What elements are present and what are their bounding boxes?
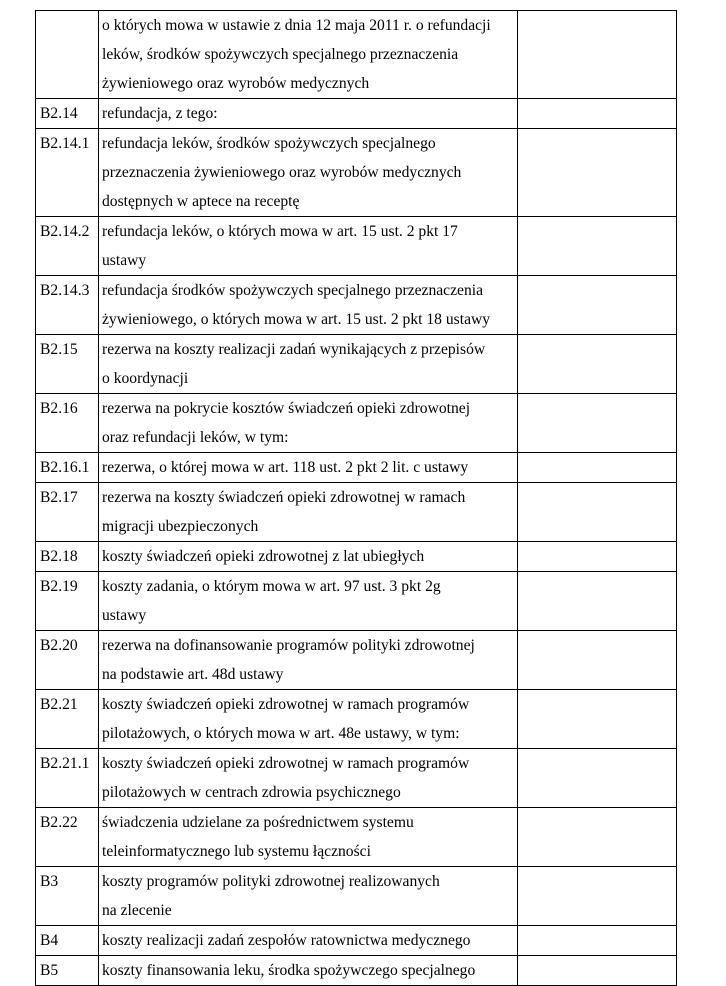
row-description: rezerwa na koszty świadczeń opieki zdrowotnej w ramach migracji ubezpieczonych: [99, 483, 518, 542]
table-row: [36, 749, 677, 808]
row-description: rezerwa, o której mowa w art. 118 ust. 2 pkt 2 lit. c ustawy: [99, 453, 518, 483]
table-row: [36, 99, 677, 129]
row-description: koszty finansowania leku, środka spożywczego specjalnego: [99, 956, 518, 986]
row-value-cell: [518, 690, 677, 749]
row-description: refundacja środków spożywczych specjalnego przeznaczenia żywieniowego, o których mowa w art. 15 ust. 2 pkt 18 ustawy: [99, 276, 518, 335]
table-row: [36, 631, 677, 690]
row-code: B5: [36, 956, 99, 986]
row-code: B2.16.1: [36, 453, 99, 483]
row-code: B2.21: [36, 690, 99, 749]
row-value-cell: [518, 867, 677, 926]
row-code: B2.15: [36, 335, 99, 394]
table-body: [36, 11, 677, 986]
row-value-cell: [518, 11, 677, 99]
row-code: B2.14.3: [36, 276, 99, 335]
row-value-cell: [518, 217, 677, 276]
row-value-cell: [518, 808, 677, 867]
row-code: B2.20: [36, 631, 99, 690]
row-value-cell: [518, 956, 677, 986]
row-code: B2.14.1: [36, 129, 99, 217]
row-value-cell: [518, 926, 677, 956]
row-description: koszty świadczeń opieki zdrowotnej w ramach programów pilotażowych, o których mowa w art. 48e ustawy, w tym:: [99, 690, 518, 749]
table-row: [36, 335, 677, 394]
row-description: refundacja leków, o których mowa w art. 15 ust. 2 pkt 17 ustawy: [99, 217, 518, 276]
row-description: rezerwa na pokrycie kosztów świadczeń opieki zdrowotnej oraz refundacji leków, w tym:: [99, 394, 518, 453]
table-row: [36, 483, 677, 542]
row-value-cell: [518, 335, 677, 394]
row-value-cell: [518, 129, 677, 217]
row-code: B2.21.1: [36, 749, 99, 808]
row-value-cell: [518, 631, 677, 690]
table-row: [36, 394, 677, 453]
row-description: koszty programów polityki zdrowotnej realizowanych na zlecenie: [99, 867, 518, 926]
table-row: [36, 542, 677, 572]
row-description: świadczenia udzielane za pośrednictwem systemu teleinformatycznego lub systemu łączności: [99, 808, 518, 867]
row-description: koszty świadczeń opieki zdrowotnej z lat ubiegłych: [99, 542, 518, 572]
row-description: koszty świadczeń opieki zdrowotnej w ramach programów pilotażowych w centrach zdrowia psychicznego: [99, 749, 518, 808]
table-row: [36, 808, 677, 867]
row-value-cell: [518, 453, 677, 483]
row-code: B4: [36, 926, 99, 956]
row-description: o których mowa w ustawie z dnia 12 maja 2011 r. o refundacji leków, środków spożywczych specjalnego przeznaczenia żywieniowego oraz wyrobów medycznych: [99, 11, 518, 99]
row-value-cell: [518, 572, 677, 631]
row-code: B2.16: [36, 394, 99, 453]
table-row: [36, 690, 677, 749]
row-value-cell: [518, 99, 677, 129]
row-code: B2.17: [36, 483, 99, 542]
table-row: [36, 217, 677, 276]
row-description: refundacja, z tego:: [99, 99, 518, 129]
table-row: [36, 129, 677, 217]
row-code: [36, 11, 99, 99]
row-value-cell: [518, 749, 677, 808]
row-description: rezerwa na koszty realizacji zadań wynikających z przepisów o koordynacji: [99, 335, 518, 394]
row-code: B2.22: [36, 808, 99, 867]
row-value-cell: [518, 483, 677, 542]
row-value-cell: [518, 542, 677, 572]
row-code: B2.18: [36, 542, 99, 572]
table-row: [36, 956, 677, 986]
row-value-cell: [518, 394, 677, 453]
row-code: B3: [36, 867, 99, 926]
row-description: rezerwa na dofinansowanie programów polityki zdrowotnej na podstawie art. 48d ustawy: [99, 631, 518, 690]
row-code: B2.14.2: [36, 217, 99, 276]
financial-plan-table: [35, 10, 677, 986]
table-row: [36, 453, 677, 483]
row-code: B2.19: [36, 572, 99, 631]
table-row: [36, 867, 677, 926]
table-row: [36, 11, 677, 99]
table-row: [36, 572, 677, 631]
table-row: [36, 926, 677, 956]
table-row: [36, 276, 677, 335]
row-description: refundacja leków, środków spożywczych specjalnego przeznaczenia żywieniowego oraz wyrobów medycznych dostępnych w aptece na receptę: [99, 129, 518, 217]
row-value-cell: [518, 276, 677, 335]
row-description: koszty realizacji zadań zespołów ratownictwa medycznego: [99, 926, 518, 956]
row-description: koszty zadania, o którym mowa w art. 97 ust. 3 pkt 2g ustawy: [99, 572, 518, 631]
row-code: B2.14: [36, 99, 99, 129]
